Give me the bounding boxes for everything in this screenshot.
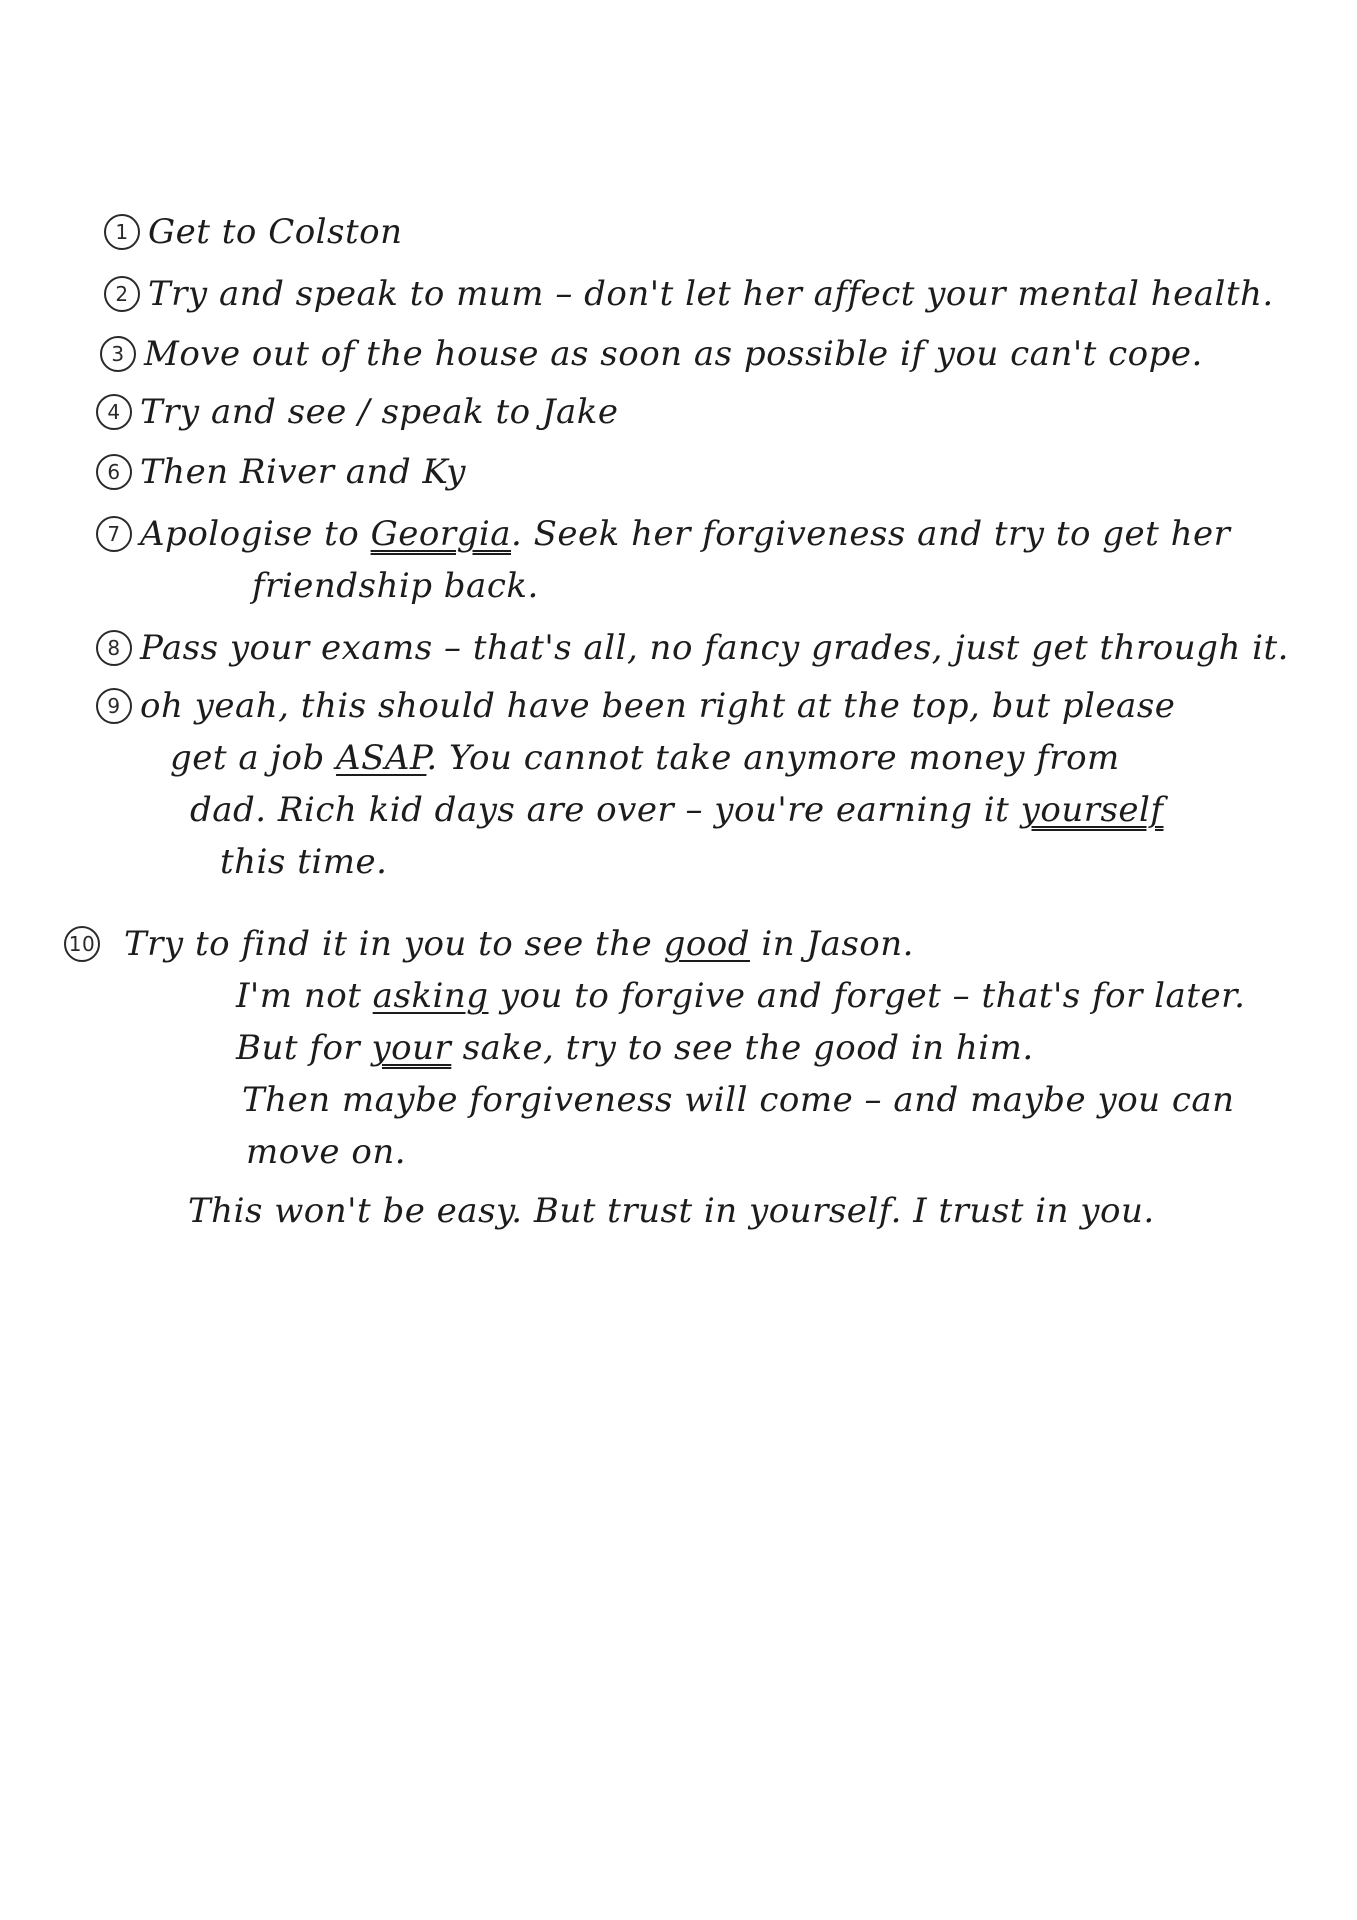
item-number-badge: 10	[64, 926, 100, 962]
item-number-badge: 2	[104, 276, 140, 312]
item-line: friendship back.	[252, 566, 539, 606]
underlined-word: ASAP	[336, 738, 427, 778]
item-text: Then River and Ky	[140, 452, 466, 492]
item-text: Move out of the house as soon as possible if you can't cope.	[144, 334, 1203, 374]
underlined-name: Georgia	[370, 514, 512, 554]
item-number-badge: 7	[96, 516, 132, 552]
item-number-badge: 9	[96, 688, 132, 724]
item-line: move on.	[246, 1132, 407, 1172]
item-number-badge: 6	[96, 454, 132, 490]
item-line: get a job ASAP. You cannot take anymore money from	[170, 738, 1120, 778]
item-line: But for your sake, try to see the good in him.	[236, 1028, 1034, 1068]
item-number-badge: 8	[96, 630, 132, 666]
item-number-badge: 1	[104, 214, 140, 250]
item-text: Pass your exams – that's all, no fancy grades, just get through it.	[140, 628, 1289, 668]
underlined-word: your	[371, 1028, 452, 1068]
underlined-word: asking	[372, 976, 489, 1016]
item-text: Get to Colston	[148, 212, 403, 252]
item-number-badge: 3	[100, 336, 136, 372]
item-text	[140, 508, 1230, 612]
item-line: dad. Rich kid days are over – you're earning it yourself	[190, 790, 1164, 830]
underlined-word: good	[663, 924, 751, 964]
underlined-word: yourself	[1020, 790, 1164, 830]
item-line: Try to find it in you to see the good in Jason.	[124, 924, 914, 964]
item-line: Then maybe forgiveness will come – and maybe you can	[242, 1080, 1235, 1120]
item-number-badge: 4	[96, 394, 132, 430]
item-line: this time.	[220, 842, 388, 882]
item-text: Try and see / speak to Jake	[140, 392, 619, 432]
item-line: oh yeah, this should have been right at the top, but please	[140, 686, 1176, 726]
item-text	[140, 680, 1175, 888]
item-line: Apologise to Georgia. Seek her forgiveness and try to get her	[140, 514, 1231, 554]
closing-message: This won't be easy. But trust in yourself. I trust in you.	[188, 1191, 1155, 1231]
item-text: Try and speak to mum – don't let her affect your mental health.	[148, 274, 1274, 314]
item-text	[124, 918, 1245, 1178]
item-line: I'm not asking you to forgive and forget – that's for later.	[236, 976, 1246, 1016]
